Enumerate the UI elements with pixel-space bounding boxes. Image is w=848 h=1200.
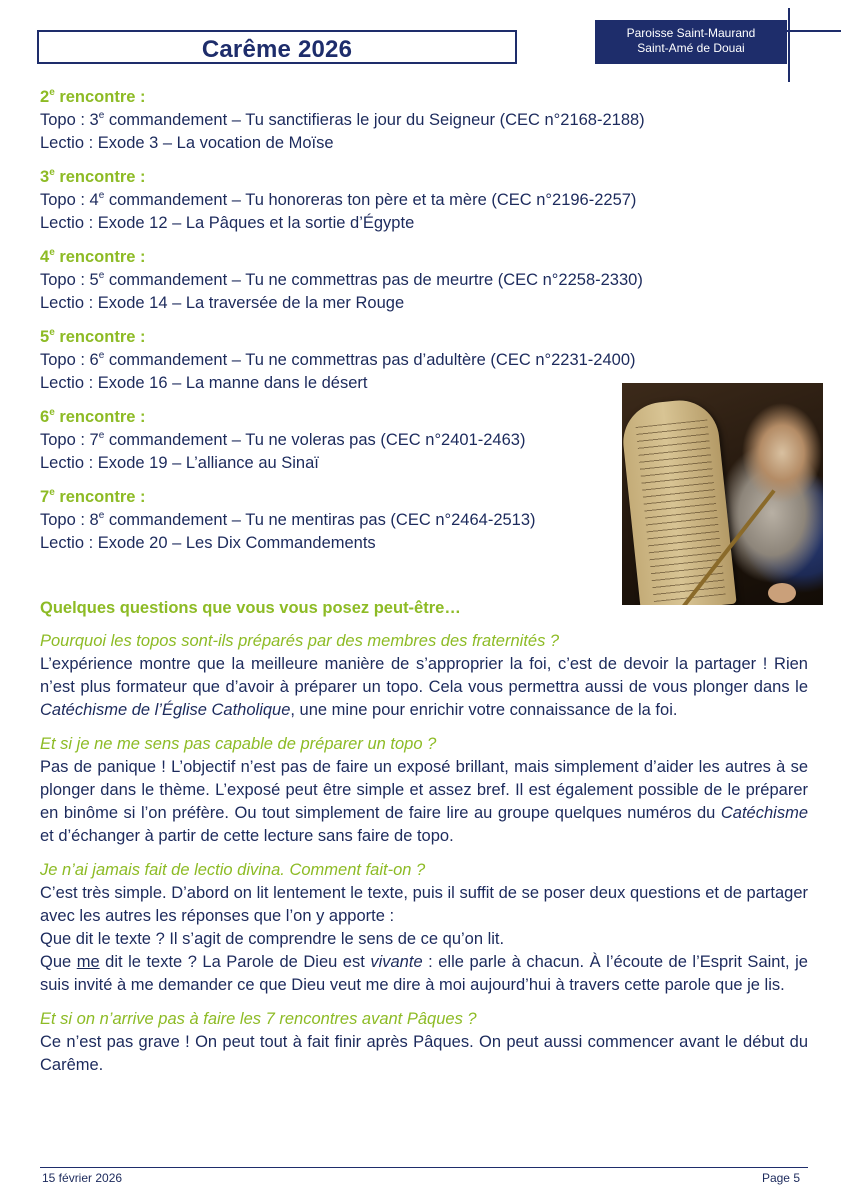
- meeting-lectio: Lectio : Exode 16 – La manne dans le désert: [40, 374, 368, 392]
- header-vertical-rule: [788, 8, 790, 82]
- faq-answer: Pas de panique ! L’objectif n’est pas de faire un exposé brillant, mais simplement d’aider les autres à se plonger dans le thème. L’exposé peut être simple et assez bref. Il est également possible de le préparer en binôme si l’on préfère. Ou tout simplement de faire lire au groupe quelques numéros du Catéchisme et d’échanger à partir de cette lecture sans faire de topo.: [40, 758, 808, 845]
- meeting-block: [40, 86, 808, 155]
- faq-question: Je n’ai jamais fait de lectio divina. Comment fait-on ?: [40, 861, 426, 879]
- meeting-block: [40, 246, 808, 315]
- faq-item: [40, 859, 808, 997]
- meeting-topo: Topo : 8e commandement – Tu ne mentiras pas (CEC n°2464-2513): [40, 509, 536, 529]
- faq-item: [40, 733, 808, 848]
- meeting-topo: Topo : 6e commandement – Tu ne commettras pas d’adultère (CEC n°2231-2400): [40, 349, 636, 369]
- footer-rule: [40, 1167, 808, 1168]
- meeting-lectio: Lectio : Exode 19 – L’alliance au Sinaï: [40, 454, 319, 472]
- faq-answer: C’est très simple. D’abord on lit lentement le texte, puis il suffit de se poser deux questions et de partager avec les autres les réponses que l’on y apporte : Que dit le texte ? Il s’agit de comprendre le sens de ce qu’on lit. Que me dit le texte ? La Parole de Dieu est vivante : elle parle à chacun. À l’écoute de l’Esprit Saint, je suis invité à me demander ce que Dieu veut me dire à moi aujourd’hui à travers cette parole que je lis.: [40, 884, 808, 994]
- faq-section-title: Quelques questions que vous vous posez peut-être…: [40, 599, 461, 617]
- faq-question: Et si on n’arrive pas à faire les 7 rencontres avant Pâques ?: [40, 1010, 477, 1028]
- faq-item: [40, 630, 808, 722]
- meeting-title: 3e rencontre :: [40, 166, 146, 186]
- meeting-title: 4e rencontre :: [40, 246, 146, 266]
- meeting-lectio: Lectio : Exode 3 – La vocation de Moïse: [40, 134, 334, 152]
- hand: [768, 583, 796, 603]
- meeting-block: [40, 166, 808, 235]
- moses-painting-image: [622, 383, 823, 605]
- meeting-lectio: Lectio : Exode 14 – La traversée de la mer Rouge: [40, 294, 405, 312]
- title-frame: [37, 30, 517, 64]
- parish-name-line1: Paroisse Saint-Maurand: [626, 26, 756, 40]
- meeting-lectio: Lectio : Exode 12 – La Pâques et la sortie d’Égypte: [40, 214, 415, 232]
- meeting-topo: Topo : 5e commandement – Tu ne commettras pas de meurtre (CEC n°2258-2330): [40, 269, 643, 289]
- meeting-topo: Topo : 7e commandement – Tu ne voleras pas (CEC n°2401-2463): [40, 429, 526, 449]
- faq-question: Pourquoi les topos sont-ils préparés par des membres des fraternités ?: [40, 632, 560, 650]
- commandments-tablet: [622, 397, 737, 605]
- parish-name-line2: Saint-Amé de Douai: [637, 41, 745, 55]
- meeting-title: 7e rencontre :: [40, 486, 146, 506]
- page-number: Page 5: [761, 1171, 800, 1185]
- meeting-topo: Topo : 4e commandement – Tu honoreras ton père et ta mère (CEC n°2196-2257): [40, 189, 637, 209]
- header-horizontal-rule: [787, 30, 841, 32]
- faq-answer: Ce n’est pas grave ! On peut tout à fait finir après Pâques. On peut aussi commencer avant le début du Carême.: [40, 1033, 808, 1074]
- meeting-lectio: Lectio : Exode 20 – Les Dix Commandements: [40, 534, 376, 552]
- faq-answer: L’expérience montre que la meilleure manière de s’approprier la foi, c’est de devoir la partager ! Rien n’est plus formateur que d’avoir à préparer un topo. Cela vous permettra aussi de vous plonger dans le Catéchisme de l’Église Catholique, une mine pour enrichir votre connaissance de la foi.: [40, 655, 808, 719]
- faq-item: [40, 1008, 808, 1077]
- meeting-title: 5e rencontre :: [40, 326, 146, 346]
- page-title: Carême 2026: [201, 36, 353, 63]
- meeting-title: 2e rencontre :: [40, 86, 146, 106]
- faq-question: Et si je ne me sens pas capable de préparer un topo ?: [40, 735, 437, 753]
- parish-badge: [595, 20, 787, 64]
- meeting-title: 6e rencontre :: [40, 406, 146, 426]
- meeting-topo: Topo : 3e commandement – Tu sanctifieras le jour du Seigneur (CEC n°2168-2188): [40, 109, 645, 129]
- footer-date: 15 février 2026: [42, 1171, 123, 1185]
